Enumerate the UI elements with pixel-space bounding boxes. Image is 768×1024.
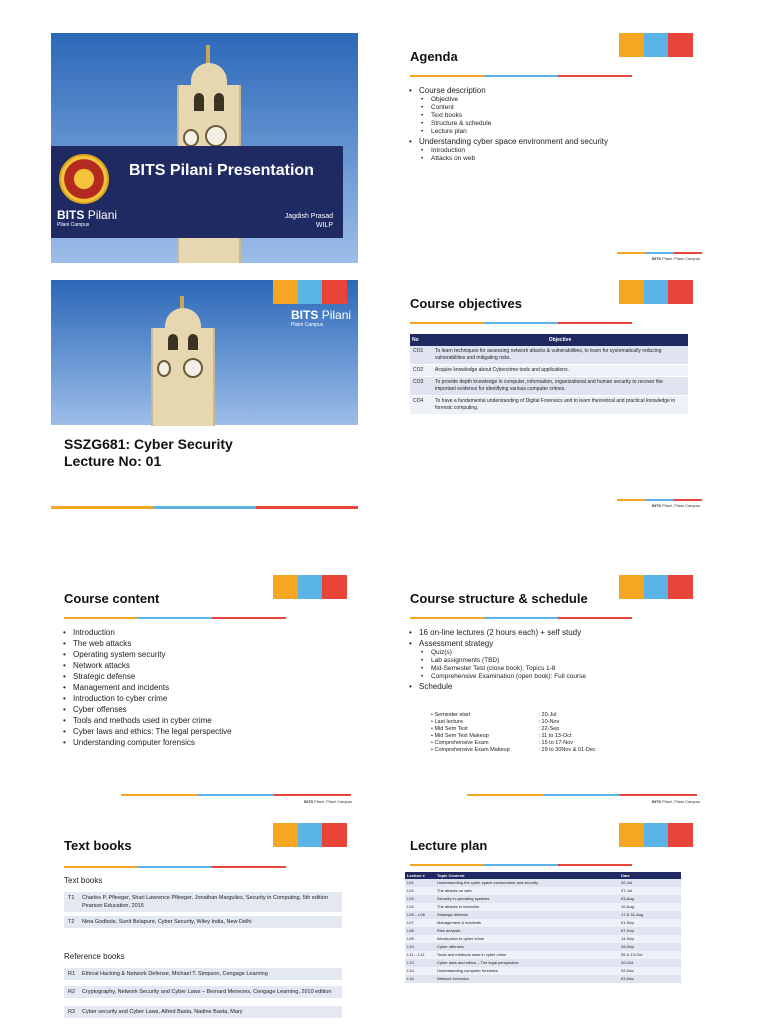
table-row: L04 The attacks in networks 10-Aug (405, 903, 681, 911)
brand-banner (619, 575, 693, 599)
heading-underline (410, 75, 632, 77)
content-item: • Tools and methods used in cyber crime (63, 715, 232, 726)
agenda-list (409, 85, 608, 163)
table-row: CO4 To have a fundamental understanding of Digital Forensics and to learn theoretical and practical knowledge in forensic computing. (410, 396, 688, 415)
content-item: • Strategic defense (63, 671, 232, 682)
objectives-table (410, 334, 688, 415)
brand-banner (273, 575, 347, 599)
footer-text: BITS Pilani, Pilani Campus (651, 256, 700, 261)
agenda-item: • Text books (409, 112, 608, 120)
footer-text: BITS Pilani, Pilani Campus (651, 503, 700, 508)
brand-banner (619, 33, 693, 57)
agenda-item: • Understanding cyber space environment and security (409, 136, 608, 147)
slide-lecture-plan[interactable] (397, 820, 706, 1024)
heading-underline (64, 617, 286, 619)
title-band (51, 146, 343, 238)
book-entry: R2 Cryptography, Network Security and Cyber Laws – Bernard Menezes, Cengage Learning, 2010 edition (64, 986, 342, 998)
table-row: L10 Cyber offenses 28-Sep (405, 943, 681, 951)
agenda-item: • Introduction (409, 147, 608, 155)
slide-heading: Agenda (410, 49, 458, 64)
bits-logo: BITS Pilani Pilani Campus (291, 308, 352, 328)
table-header: Objective (432, 334, 688, 346)
agenda-item: • Course description (409, 85, 608, 96)
table-header: No (410, 334, 432, 346)
table-row: CO1 To learn techniques for assessing network attacks & vulnerabilities, to learn for systematically reducing vulnerabilities and mitigating risks. (410, 346, 688, 365)
footer-line (467, 794, 697, 796)
table-header: Lecture # (405, 872, 435, 879)
course-title: SSZG681: Cyber Security Lecture No: 01 (64, 436, 233, 469)
slide-agenda[interactable] (397, 33, 706, 263)
bits-logo: BITS Pilani Pilani Campus (57, 208, 118, 228)
book-entry: T1 Charles P. Pfleeger, Shari Lawrence Pfleeger, Jonathan Margulies, Security in Computing, 5th edition Pearson Education, 2015 (64, 892, 342, 912)
slide-heading: Course content (64, 591, 160, 606)
book-entry: R1 Ethical Hacking & Network Defense, Michael T. Simpson, Cengage Learning (64, 968, 342, 980)
footer-line (51, 506, 358, 509)
reference-books-heading: Reference books (64, 952, 125, 961)
table-row: CO2 Acquire knowledge about Cybercrime tools and applications. (410, 365, 688, 377)
structure-item: • Assessment strategy (409, 638, 586, 649)
clock-face-icon (205, 125, 227, 147)
schedule-row: • Comprehensive Exam : 15 to 17-Nov (431, 740, 574, 746)
slide-heading: Text books (64, 838, 132, 853)
slide-structure-schedule[interactable] (397, 570, 706, 806)
structure-item: • Schedule (409, 681, 586, 692)
footer-line (617, 499, 702, 501)
content-item: • Understanding computer forensics (63, 737, 232, 748)
structure-item: • 16 on-line lectures (2 hours each) + self study (409, 627, 586, 638)
slide-course-title[interactable] (51, 280, 358, 510)
table-row: L08 Risk analysis 07-Sep (405, 927, 681, 935)
agenda-item: • Attacks on web (409, 155, 608, 163)
structure-item: • Mid-Semester Test (close book): Topics 1-8 (409, 665, 586, 673)
table-row: L01 Understanding the cyber space environment and security 20-Jul (405, 879, 681, 887)
agenda-item: • Structure & schedule (409, 120, 608, 128)
content-item: • Operating system security (63, 649, 232, 660)
table-row: CO3 To provide depth knowledge in computer, information, organizational and human security to recover the important evidence for identifying various computer crimes. (410, 377, 688, 396)
footer-line (617, 252, 702, 254)
content-item: • Network attacks (63, 660, 232, 671)
schedule-row: • Last lecture : 10-Nov (431, 719, 560, 725)
slide-heading: Course objectives (410, 296, 522, 311)
clock-tower-image (143, 296, 223, 426)
schedule-row: • Comprehensive Exam Makeup : 29 to 30Nov & 01-Dec (431, 747, 596, 753)
clock-face-icon (183, 358, 203, 378)
structure-item: • Quiz(s) (409, 649, 586, 657)
lecture-plan-table (405, 872, 681, 983)
presentation-title: BITS Pilani Presentation (129, 162, 314, 179)
schedule-row: • Mid Sem Test : 22-Sep (431, 726, 560, 732)
heading-underline (410, 322, 632, 324)
content-item: • The web attacks (63, 638, 232, 649)
heading-underline (64, 866, 286, 868)
slide-title[interactable] (51, 33, 358, 263)
table-row: L09 Introduction to cyber crime 14-Sep (405, 935, 681, 943)
text-books-heading: Text books (64, 876, 103, 885)
slide-heading: Lecture plan (410, 838, 488, 853)
content-list (63, 627, 232, 748)
book-entry: R3 Cyber security and Cyber Laws, Alfred Basta, Nadine Basta, Mary (64, 1006, 342, 1018)
slide-objectives[interactable] (397, 280, 706, 510)
table-row: L11 – L12 Tools and methods used in cyber crime 05 & 19-Oct (405, 951, 681, 959)
structure-list (409, 627, 586, 692)
bits-crest-icon (59, 154, 109, 204)
brand-banner (619, 280, 693, 304)
content-item: • Introduction (63, 627, 232, 638)
brand-banner (273, 823, 347, 847)
footer-text: BITS Pilani, Pilani Campus (651, 799, 700, 804)
content-item: • Cyber laws and ethics: The legal perspective (63, 726, 232, 737)
agenda-item: • Lecture plan (409, 128, 608, 136)
agenda-item: • Objective (409, 96, 608, 104)
table-header: Topic Covered (435, 872, 619, 879)
footer-text: BITS Pilani, Pilani Campus (303, 799, 352, 804)
table-row: L07 Management & incidents 01-Sep (405, 919, 681, 927)
table-row: L05 – L06 Strategic defense 17 & 31-Aug (405, 911, 681, 919)
table-row: L02 The attacks on web 27-Jul (405, 887, 681, 895)
table-header: Date (619, 872, 681, 879)
slide-course-content[interactable] (51, 570, 358, 806)
schedule-row: • Mid Sem Test Makeup : 11 to 13-Oct (431, 733, 572, 739)
presenter-info: Jagdish Prasad WILP (284, 213, 333, 229)
table-row: L03 Security in operating systems 03-Aug (405, 895, 681, 903)
table-row: L13 Cyber laws and ethics – The legal perspective 20-Oct (405, 959, 681, 967)
heading-underline (410, 617, 632, 619)
agenda-item: • Content (409, 104, 608, 112)
table-row: L15 Network forensics 03-Nov (405, 975, 681, 983)
content-item: • Introduction to cyber crime (63, 693, 232, 704)
footer-line (121, 794, 351, 796)
structure-item: • Comprehensive Examination (open book): Full course (409, 673, 586, 681)
content-item: • Management and incidents (63, 682, 232, 693)
slide-heading: Course structure & schedule (410, 591, 588, 606)
book-entry: T2 Nina Godbole, Sunit Belapure, Cyber Security, Wiley India, New Delhi (64, 916, 342, 928)
schedule-row: • Semester start : 20-Jul (431, 712, 557, 718)
content-item: • Cyber offenses (63, 704, 232, 715)
structure-item: • Lab assignments (TBD) (409, 657, 586, 665)
table-row: L14 Understanding computer forensics 02-Nov (405, 967, 681, 975)
brand-banner (273, 280, 347, 304)
heading-underline (410, 864, 632, 866)
brand-banner (619, 823, 693, 847)
slide-text-books[interactable] (51, 820, 358, 1024)
